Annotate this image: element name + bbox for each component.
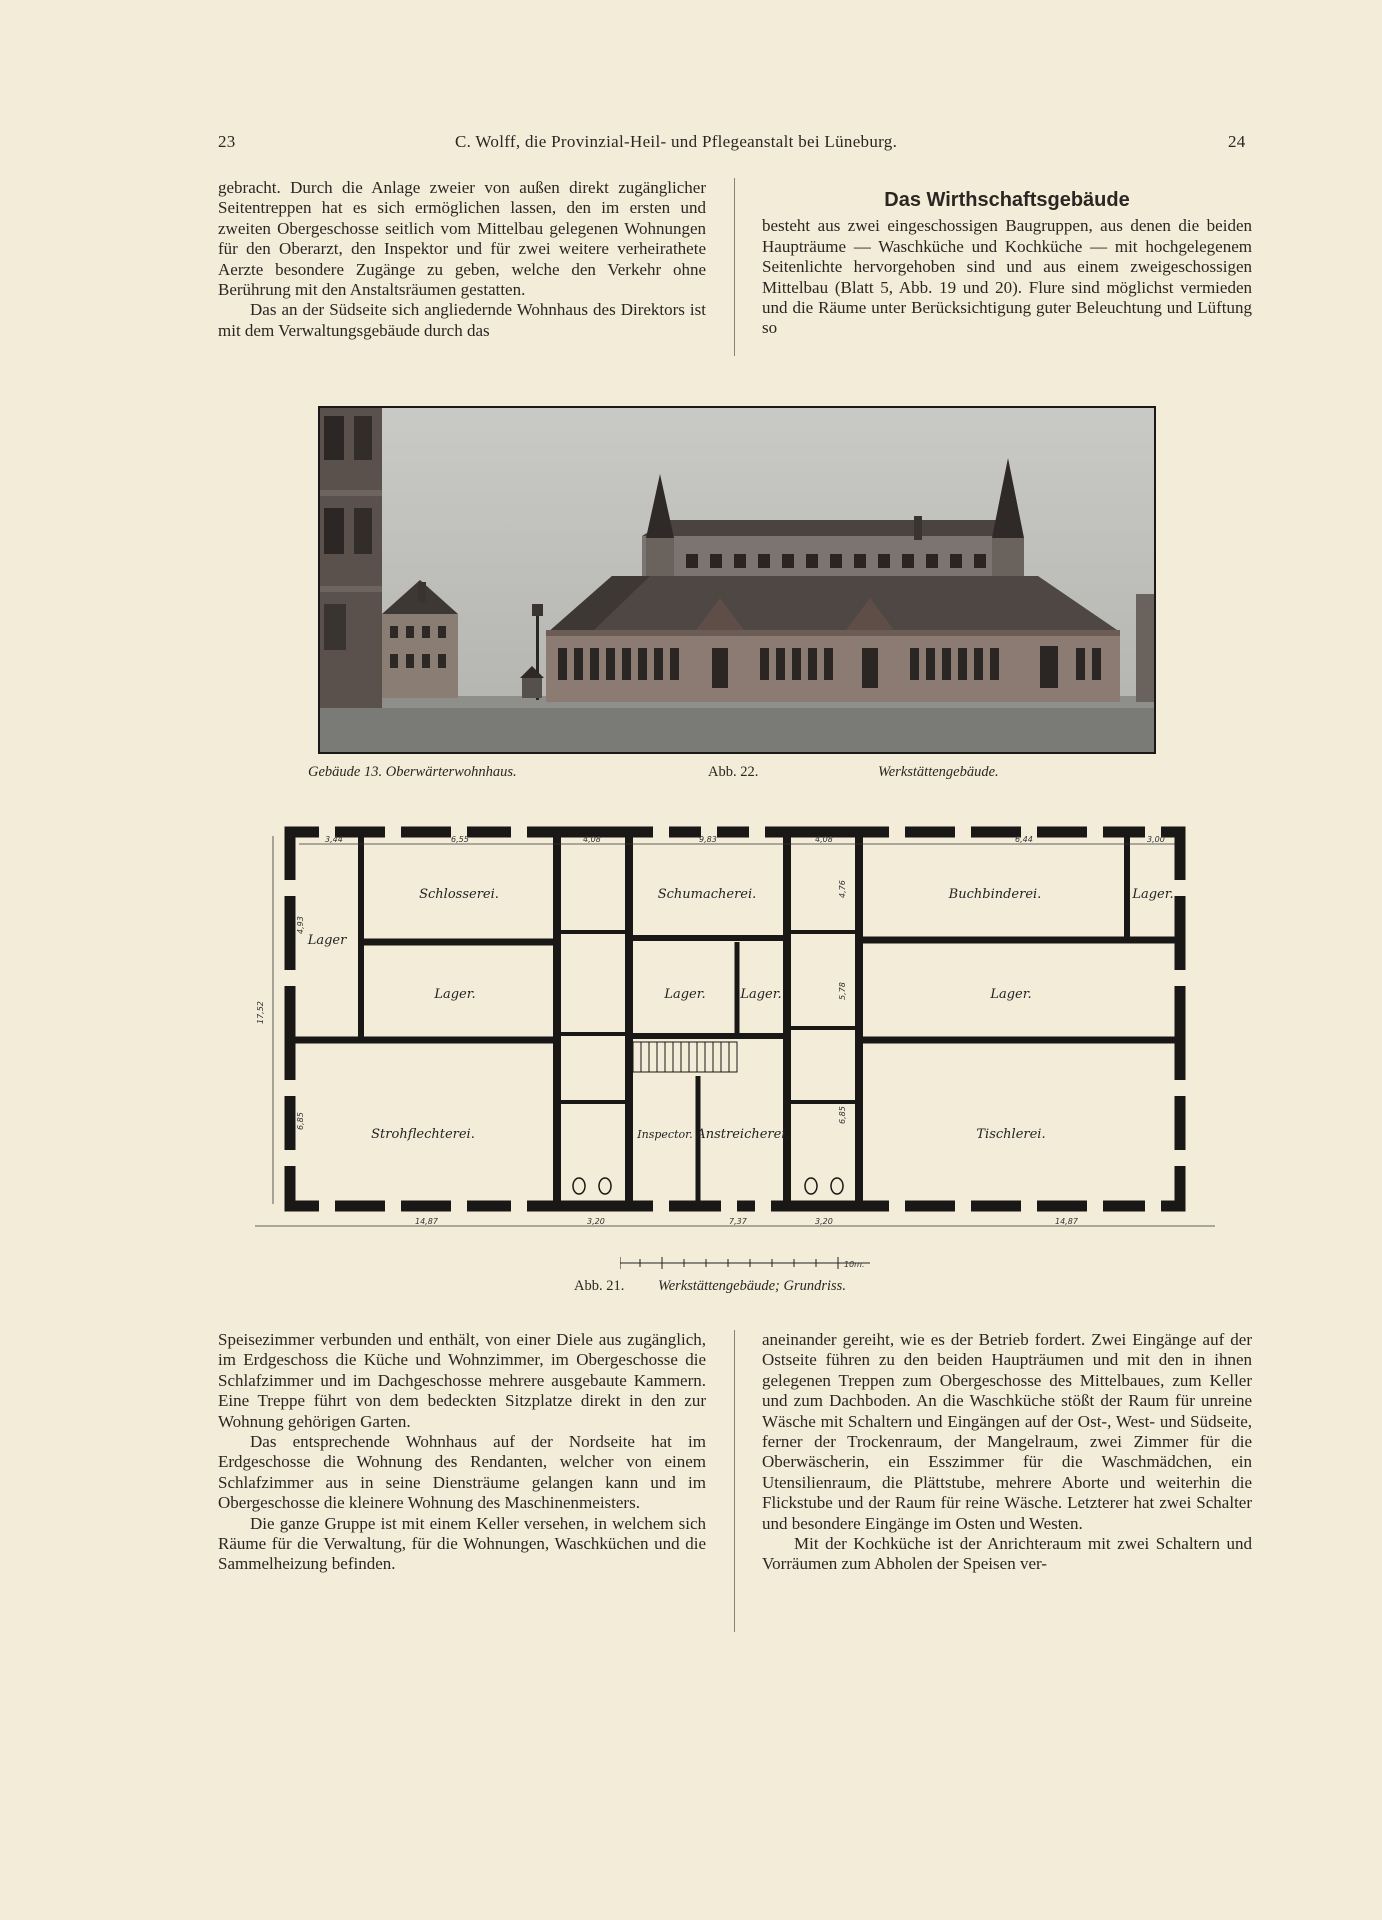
- photograph-workshop-building: [318, 406, 1156, 754]
- room-label-schlosserei: Schlosserei.: [419, 887, 499, 902]
- dimension-label: 3,20: [587, 1217, 605, 1226]
- paragraph: Speisezimmer verbunden und enthält, von einer Diele aus zugänglich, im Erdgeschoss die Küche und Wohnzimmer, im Obergeschosse die Schlafzimmer und im Dachgeschosse mehrere ausgebaute Kammern. Eine Treppe führt von dem bedeckten Sitzplatze direkt in den zur Wohnung gehörigen Garten.: [218, 1330, 706, 1431]
- dimension-label: 7,37: [729, 1217, 747, 1226]
- paragraph: Die ganze Gruppe ist mit einem Keller versehen, in welchem sich Räume für die Verwaltung, für die Wohnungen, Waschküchen und die Sammelheizung befinden.: [218, 1513, 706, 1574]
- bottom-left-column: [218, 1330, 706, 1575]
- room-label-lager: Lager: [307, 933, 347, 948]
- dimension-label: 6,85: [296, 1112, 305, 1130]
- paragraph: besteht aus zwei eingeschossigen Baugruppen, aus denen die beiden Haupträume — Waschküche und Kochküche — mit hochgelegenem Seitenlichte hervorgehoben sind und aus einem zweigeschossigen Mittelbau (Blatt 5, Abb. 19 und 20). Flure sind möglichst vermieden und die Räume unter Berücksichtigung guter Beleuchtung und Lüftung so: [762, 216, 1252, 338]
- plan-caption-figure: Abb. 21.: [574, 1278, 625, 1294]
- photo-caption-left: Gebäude 13. Oberwärterwohnhaus.: [308, 764, 517, 780]
- paragraph: Das entsprechende Wohnhaus auf der Nordseite hat im Erdgeschosse die Wohnung des Rendanten, welcher von einem Schlafzimmer aus in seine Diensträume gelangen kann und im Obergeschosse die kleinere Wohnung des Maschinenmeisters.: [218, 1432, 706, 1513]
- dimension-label: 3,44: [325, 835, 343, 844]
- section-heading: Das Wirthschaftsgebäude: [884, 189, 1130, 211]
- room-label-buchbinderei: Buchbinderei.: [948, 887, 1042, 902]
- plan-caption-text: Werkstättengebäude; Grundriss.: [658, 1278, 846, 1294]
- dimension-label: 9,83: [699, 835, 717, 844]
- paragraph: aneinander gereiht, wie es der Betrieb fordert. Zwei Eingänge auf der Ostseite führen zu den beiden Haupträumen und mit den in ihnen gelegenen Treppen zum Obergeschosse des Mittelbaues, zum Keller und zum Dachboden. An die Waschküche stößt der Raum für unreine Wäsche mit Schaltern und Eingängen auf der Ost-, West- und Südseite, ferner der Trockenraum, der Mangelraum, zwei Zimmer für die Oberwäscherin, ein Esszimmer für die Waschmädchen, ein Utensilienraum, die Plättstube, mehrere Aborte und weiterhin die Flickstube und der Raum für reine Wäsche. Letzterer hat zwei Schalter und besondere Eingänge im Osten und Westen.: [762, 1330, 1252, 1533]
- room-label-lager: Lager.: [740, 987, 782, 1002]
- dimension-label: 6,85: [838, 1106, 847, 1124]
- paragraph: Mit der Kochküche ist der Anrichteraum mit zwei Schaltern und Vorräumen zum Abholen der Speisen ver-: [762, 1534, 1252, 1574]
- dimension-label: 5,78: [838, 982, 847, 1000]
- dimension-label: 14,87: [415, 1217, 438, 1226]
- floor-plan: [255, 820, 1215, 1232]
- dimension-label: 6,55: [451, 835, 469, 844]
- top-right-column: [762, 190, 1252, 339]
- dimension-label: 17,52: [256, 1001, 265, 1024]
- paragraph: Das an der Südseite sich angliedernde Wohnhaus des Direktors ist mit dem Verwaltungsgebäude durch das: [218, 300, 706, 340]
- page-number-right: 24: [1228, 132, 1246, 151]
- dimension-label: 14,87: [1055, 1217, 1078, 1226]
- running-title: C. Wolff, die Provinzial-Heil- und Pflegeanstalt bei Lüneburg.: [455, 132, 898, 151]
- photo-caption-right: Werkstättengebäude.: [878, 764, 999, 780]
- photo-caption-figure: Abb. 22.: [708, 764, 759, 780]
- room-label-tischlerei: Tischlerei.: [976, 1127, 1046, 1142]
- room-label-lager: Lager.: [434, 987, 476, 1002]
- room-label-lager: Lager.: [664, 987, 706, 1002]
- column-rule: [734, 1330, 735, 1632]
- dimension-label: 4,08: [583, 835, 601, 844]
- room-label-anstreicherei: Anstreicherei.: [696, 1127, 790, 1142]
- scale-unit: 10m.: [844, 1260, 865, 1269]
- dimension-label: 3,00: [1147, 835, 1165, 844]
- dimension-label: 4,08: [815, 835, 833, 844]
- dimension-label: 3,20: [815, 1217, 833, 1226]
- room-label-strohflechterei: Strohflechterei.: [371, 1127, 475, 1142]
- page-number-left: 23: [218, 132, 236, 151]
- paragraph: gebracht. Durch die Anlage zweier von außen direkt zugänglicher Seitentreppen hat es sich ermöglichen lassen, den im ersten und zweiten Obergeschosse seitlich vom Mittelbau gelegenen Wohnungen für den Oberarzt, den Inspektor und für zwei weitere verheirathete Aerzte besondere Zugänge zu geben, welche den Verkehr ohne Berührung mit den Anstaltsräumen gestatten.: [218, 178, 706, 300]
- room-label-lager: Lager.: [990, 987, 1032, 1002]
- column-rule: [734, 178, 735, 356]
- bottom-right-column: [762, 1330, 1252, 1575]
- room-label-inspector: Inspector.: [637, 1128, 693, 1141]
- dimension-label: 6,44: [1015, 835, 1033, 844]
- dimension-label: 4,93: [296, 916, 305, 934]
- room-label-schumacherei: Schumacherei.: [657, 887, 757, 902]
- top-left-column: [218, 178, 706, 341]
- dimension-label: 4,76: [838, 880, 847, 898]
- room-label-lager: Lager.: [1132, 887, 1174, 902]
